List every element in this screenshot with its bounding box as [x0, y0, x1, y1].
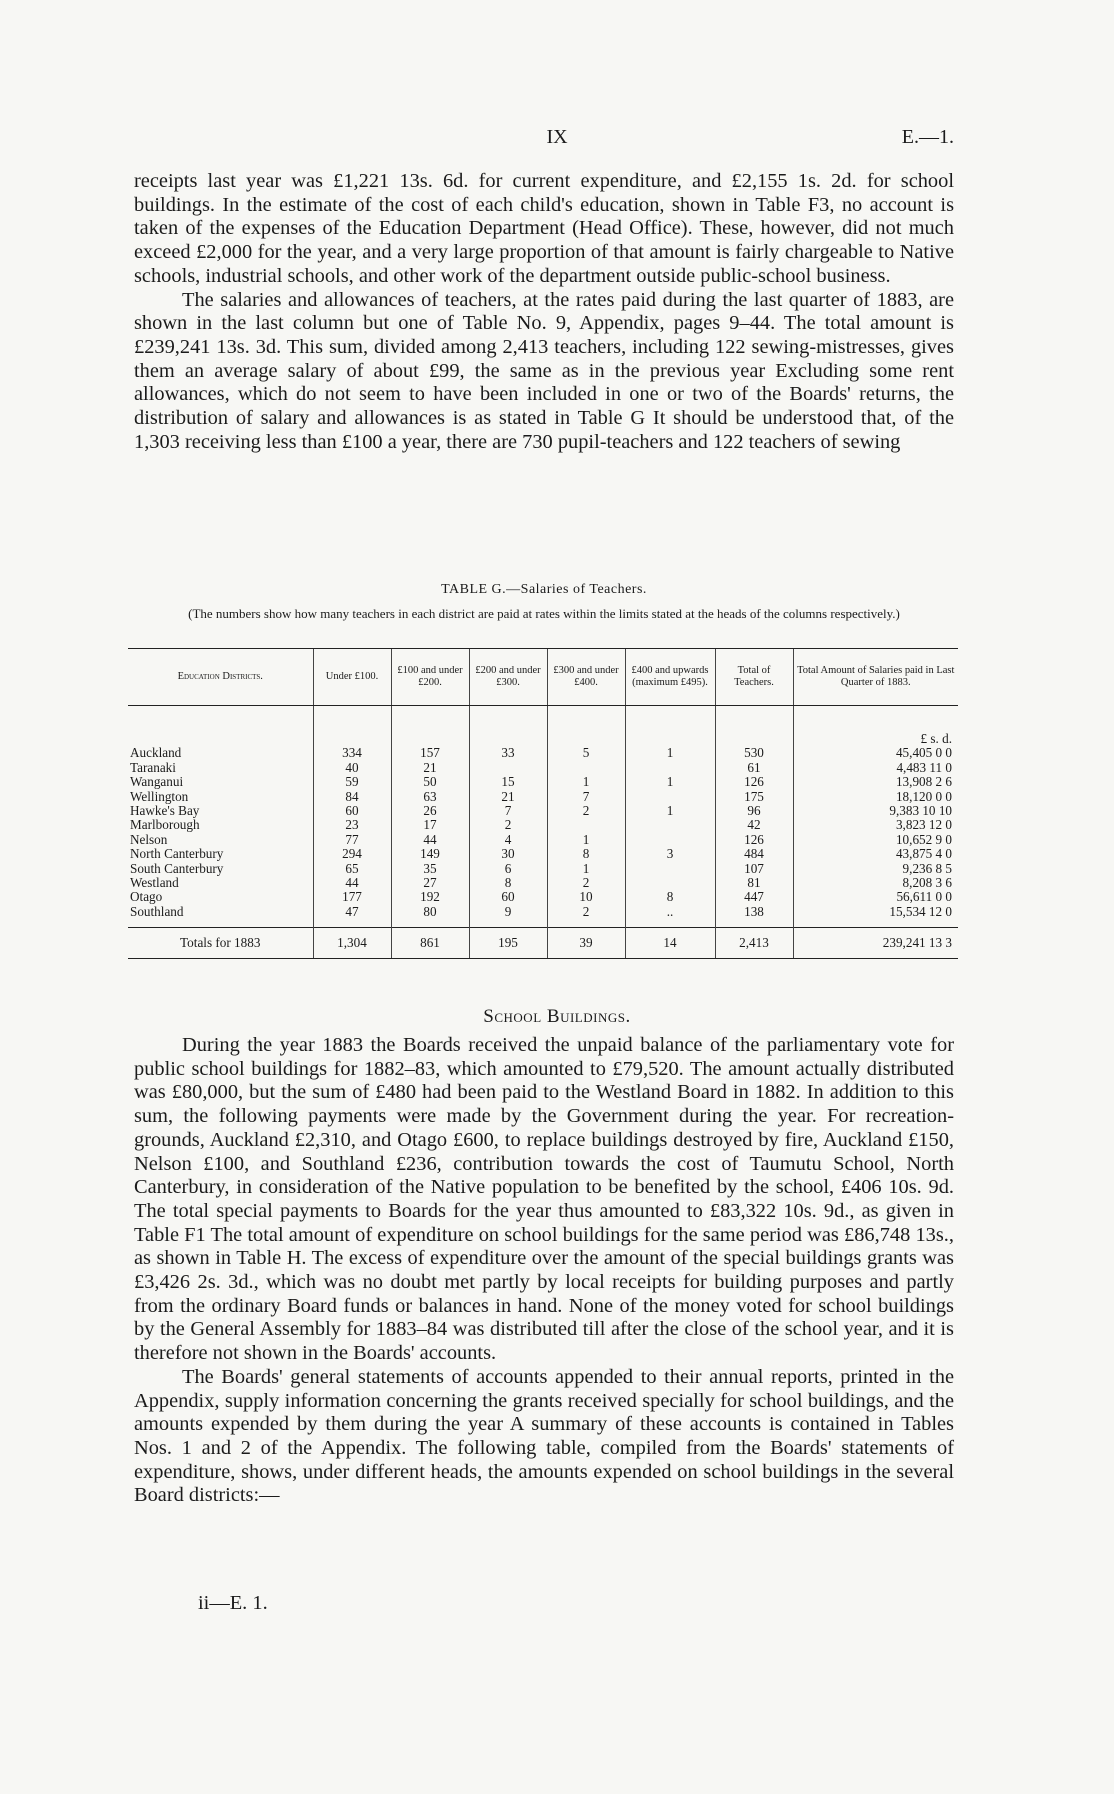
table-cell [625, 876, 715, 890]
table-cell: 44 [313, 876, 391, 890]
table-cell: 30 [469, 847, 547, 861]
table-cell: 21 [391, 761, 469, 775]
table-cell: 107 [715, 862, 793, 876]
district-name: Hawke's Bay [130, 803, 200, 819]
table-cell: 81 [715, 876, 793, 890]
table-cell: 6 [469, 862, 547, 876]
totals-label: Totals for 1883 [128, 928, 313, 959]
district-name: Westland [130, 875, 179, 891]
paragraph-salaries: The salaries and allowances of teachers, at the rates paid during the last quarter of 1883, are shown in the last column but one of Table No. 9, Appendix, pages 9–44. The total amount is £239,241 13s. 3d. This sum, divided among 2,413 teachers, including 122 sewing-mistresses, gives them an average salary of about £99, the same as in the previous year Excluding some rent allowances, which do not seem to have been included in one or two of the Boards' returns, the distribution of salary and allowances is as stated in Table G It should be understood that, of the 1,303 receiving less than £100 a year, there are 730 pupil-teachers and 122 teachers of sewing [134, 288, 954, 453]
district-name: North Canterbury [130, 846, 224, 862]
table-cell: 15 [469, 775, 547, 789]
header-200-300: £200 and under £300. [469, 649, 547, 706]
table-cell: 530 [715, 746, 793, 760]
table-cell [625, 818, 715, 832]
totals-row [128, 928, 958, 959]
table-header-row [128, 649, 958, 706]
totals-cell: 239,241 13 3 [793, 928, 958, 959]
table-cell: 447 [715, 890, 793, 904]
table-cell: 126 [715, 775, 793, 789]
table-cell: .. [625, 905, 715, 919]
table-row [128, 761, 958, 775]
table-row [128, 890, 958, 904]
table-row [128, 876, 958, 890]
table-cell: 334 [313, 746, 391, 760]
table-cell: 157 [391, 746, 469, 760]
table-cell: 44 [391, 833, 469, 847]
district-name: Otago [130, 889, 163, 905]
table-cell: 43,875 4 0 [793, 847, 958, 861]
table-cell [547, 761, 625, 775]
table-cell: 10 [547, 890, 625, 904]
table-cell: 2 [547, 876, 625, 890]
table-cell: 56,611 0 0 [793, 890, 958, 904]
header-districts: Education Districts. [128, 649, 313, 706]
table-cell: 9 [469, 905, 547, 919]
table-cell: 7 [547, 790, 625, 804]
table-cell: 8 [469, 876, 547, 890]
table-cell: 40 [313, 761, 391, 775]
totals-cell: 1,304 [313, 928, 391, 959]
document-reference: E.—1. [901, 126, 954, 148]
table-cell: 9,236 8 5 [793, 862, 958, 876]
page-header [0, 126, 1114, 156]
table-cell: 33 [469, 746, 547, 760]
table-cell: 80 [391, 905, 469, 919]
header-400-up: £400 and upwards (maximum £495). [625, 649, 715, 706]
table-cell: 3,823 12 0 [793, 818, 958, 832]
table-cell: 8 [625, 890, 715, 904]
table-title: TABLE G.—Salaries of Teachers. [441, 582, 647, 597]
table-row [128, 804, 958, 818]
currency-units: £ s. d. [793, 728, 958, 746]
table-cell: 10,652 9 0 [793, 833, 958, 847]
table-cell: 2 [547, 905, 625, 919]
table-cell: 21 [469, 790, 547, 804]
table-cell: 8,208 3 6 [793, 876, 958, 890]
header-100-200: £100 and under £200. [391, 649, 469, 706]
body-text-bottom [134, 1034, 954, 1508]
table-cell: 1 [625, 775, 715, 789]
table-subtitle: (The numbers show how many teachers in each district are paid at rates within the limits stated at the heads of the columns respectively.) [188, 606, 900, 621]
table-cell: 27 [391, 876, 469, 890]
table-row [128, 833, 958, 847]
table-row [128, 905, 958, 919]
table-cell: 1 [547, 862, 625, 876]
table-cell: 23 [313, 818, 391, 832]
table-cell: 4,483 11 0 [793, 761, 958, 775]
table-cell: 77 [313, 833, 391, 847]
table-cell: 5 [547, 746, 625, 760]
table-cell: 7 [469, 804, 547, 818]
table-cell: 4 [469, 833, 547, 847]
table-cell: 18,120 0 0 [793, 790, 958, 804]
table-cell: 59 [313, 775, 391, 789]
table-cell [625, 761, 715, 775]
table-row [128, 862, 958, 876]
totals-cell: 861 [391, 928, 469, 959]
totals-cell: 14 [625, 928, 715, 959]
table-cell [625, 862, 715, 876]
table-row [128, 818, 958, 832]
table-cell: 42 [715, 818, 793, 832]
district-name: Wellington [130, 788, 189, 804]
table-cell: 13,908 2 6 [793, 775, 958, 789]
section-heading: School Buildings. [483, 1006, 631, 1027]
table-cell: 2 [547, 804, 625, 818]
table-cell [625, 790, 715, 804]
page-footer: ii—E. 1. [198, 1592, 268, 1614]
table-cell: 8 [547, 847, 625, 861]
page-number: IX [546, 126, 568, 148]
table-cell: 17 [391, 818, 469, 832]
table-cell: 1 [547, 775, 625, 789]
table-caption [134, 582, 954, 622]
table-cell: 138 [715, 905, 793, 919]
table-cell: 1 [625, 746, 715, 760]
table-cell: 2 [469, 818, 547, 832]
table-cell: 484 [715, 847, 793, 861]
table-cell: 192 [391, 890, 469, 904]
header-under-100: Under £100. [313, 649, 391, 706]
table-cell: 60 [469, 890, 547, 904]
district-name: Marlborough [130, 817, 200, 833]
table-cell: 175 [715, 790, 793, 804]
table-cell: 15,534 12 0 [793, 905, 958, 919]
table-cell [469, 761, 547, 775]
table-row [128, 775, 958, 789]
salaries-table [128, 648, 958, 959]
table-cell: 47 [313, 905, 391, 919]
table-cell: 3 [625, 847, 715, 861]
table-cell: 126 [715, 833, 793, 847]
table-row [128, 746, 958, 760]
table-cell: 60 [313, 804, 391, 818]
table-cell: 63 [391, 790, 469, 804]
totals-cell: 2,413 [715, 928, 793, 959]
table-cell [625, 833, 715, 847]
district-name: South Canterbury [130, 860, 224, 876]
table-cell: 294 [313, 847, 391, 861]
table-cell: 1 [547, 833, 625, 847]
district-name: Taranaki [130, 759, 176, 775]
table-cell: 26 [391, 804, 469, 818]
table-cell: 149 [391, 847, 469, 861]
table-cell: 65 [313, 862, 391, 876]
header-300-400: £300 and under £400. [547, 649, 625, 706]
paragraph-school-buildings: During the year 1883 the Boards received the unpaid balance of the parliamentary vote for public school buildings for 1882–83, which amounted to £79,520. The amount actually distributed was £80,000, but the sum of £480 had been paid to the Westland Board in 1882. In addition to this sum, the following payments were made by the Government during the year. For recreation-grounds, Auckland £2,310, and Otago £600, to replace buildings destroyed by fire, Auckland £150, Nelson £100, and Southland £236, contribution towards the cost of Taumutu School, North Canterbury, in consideration of the Native population to be benefited by the school, £406 10s. 9d. The total special payments to Boards for the year thus amounted to £83,322 10s. 9d., as given in Table F1 The total amount of expenditure on school buildings for the same period was £86,748 13s., as shown in Table H. The excess of expenditure over the amount of the special buildings grants was £3,426 2s. 3d., which was no doubt met partly by local receipts for building purposes and partly from the ordinary Board funds or balances in hand. None of the money voted for school buildings by the General Assembly for 1883–84 was distributed till after the close of the school year, and it is therefore not shown in the Boards' accounts. [134, 1034, 954, 1365]
header-total-teachers: Total of Teachers. [715, 649, 793, 706]
body-text-top [134, 170, 954, 454]
paragraph-accounts: The Boards' general statements of accounts appended to their annual reports, printed in the Appendix, supply information concerning the grants received specially for school buildings, and the amounts expended by them during the year A summary of these accounts is contained in Tables Nos. 1 and 2 of the Appendix. The following table, compiled from the Boards' statements of expenditure, shows, under different heads, the amounts expended on school buildings in the several Board districts:— [134, 1365, 954, 1507]
table-cell: 96 [715, 804, 793, 818]
table-cell: 50 [391, 775, 469, 789]
table-row [128, 790, 958, 804]
district-name: Auckland [130, 745, 182, 761]
paragraph-receipts: receipts last year was £1,221 13s. 6d. for current expenditure, and £2,155 1s. 2d. for school buildings. In the estimate of the cost of each child's education, shown in Table F3, no account is taken of the expenses of the Education Department (Head Office). These, however, did not much exceed £2,000 for the year, and a very large proportion of that amount is fairly chargeable to Native schools, industrial schools, and other work of the department outside public-school business. [134, 170, 954, 287]
totals-cell: 195 [469, 928, 547, 959]
table-cell: 9,383 10 10 [793, 804, 958, 818]
table-row [128, 847, 958, 861]
totals-cell: 39 [547, 928, 625, 959]
table-cell: 1 [625, 804, 715, 818]
district-name: Wanganui [130, 774, 184, 790]
district-name: Nelson [130, 831, 168, 847]
header-total-amount: Total Amount of Salaries paid in Last Quarter of 1883. [793, 649, 958, 706]
table-cell: 45,405 0 0 [793, 746, 958, 760]
table-cell: 61 [715, 761, 793, 775]
table-cell: 35 [391, 862, 469, 876]
table-cell: 177 [313, 890, 391, 904]
table-cell [547, 818, 625, 832]
table-cell: 84 [313, 790, 391, 804]
district-name: Southland [130, 903, 184, 919]
